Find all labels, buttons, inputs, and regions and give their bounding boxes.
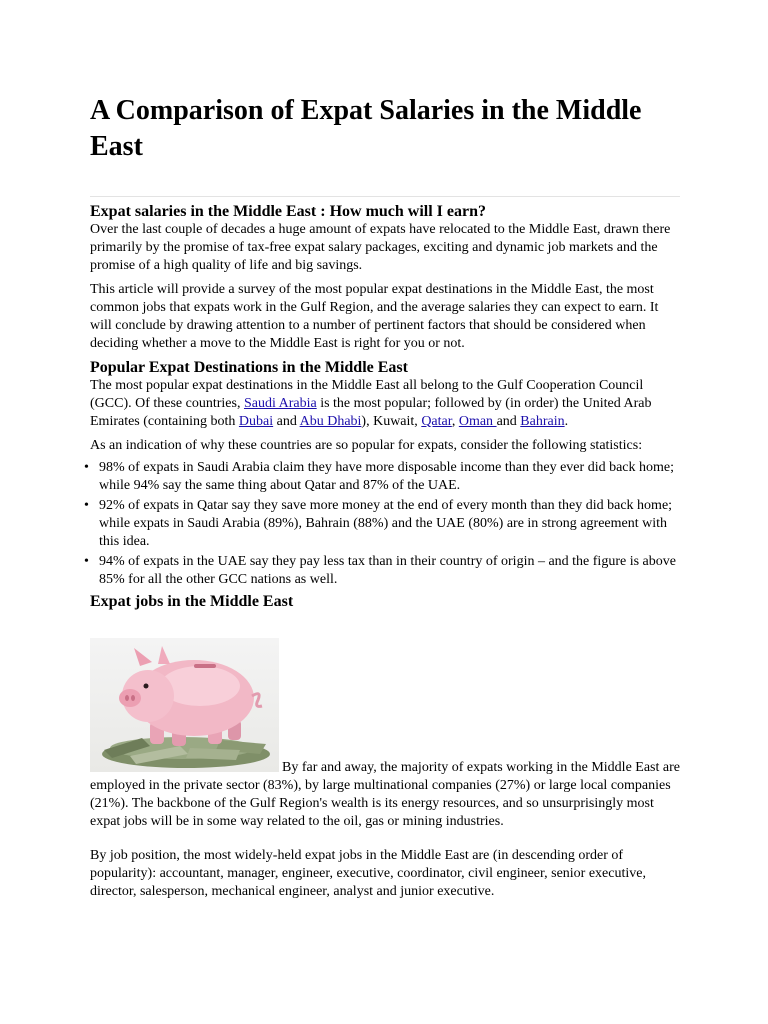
- intro-paragraph: Over the last couple of decades a huge amount of expats have relocated to the Middle East, drawn there primarily by the promise of tax-free expat salary packages, exciting and dynamic job markets and the promise of a high quality of life and big savings.: [90, 222, 671, 273]
- statistics-list: [84, 459, 680, 589]
- link-abu-dhabi[interactable]: Abu Dhabi: [299, 414, 362, 429]
- link-oman[interactable]: Oman: [458, 414, 497, 429]
- link-saudi-arabia[interactable]: Saudi Arabia: [243, 396, 317, 411]
- bullet-icon: •: [84, 554, 89, 569]
- section-heading-destinations: Popular Expat Destinations in the Middle East: [90, 359, 408, 376]
- link-dubai[interactable]: Dubai: [238, 414, 274, 429]
- piggy-bank-image: [90, 638, 279, 772]
- jobs-block: [90, 638, 680, 901]
- survey-paragraph: This article will provide a survey of the most popular expat destinations in the Middle East, the most common jobs that expats work in the Gulf Region, and the average salaries they can expect to earn. It will conclude by drawing attention to a number of pertinent factors that should be considered when deciding whether a move to the Middle East is right for you or not.: [90, 282, 659, 351]
- section-heading-jobs: Expat jobs in the Middle East: [90, 593, 294, 610]
- page-title: A Comparison of Expat Salaries in the Middle East: [90, 95, 642, 162]
- link-qatar[interactable]: Qatar: [421, 414, 452, 429]
- jobs-paragraph: By far and away, the majority of expats working in the Middle East are employed in the private sector (83%), by large multinational companies (27%) or large local companies (21%). The backbone of the Gulf Region's wealth is its energy resources, and so unsurprisingly most expat jobs will be in some way related to the oil, gas or mining industries.: [90, 760, 680, 829]
- link-bahrain[interactable]: Bahrain: [520, 414, 565, 429]
- bullet-icon: •: [84, 460, 89, 475]
- destinations-paragraph: The most popular expat destinations in the Middle East all belong to the Gulf Cooperation Council (GCC). Of these countries, Saudi Arabia is the most popular; followed by (in order) the United Arab Emirates (containing both Dubai and Abu Dhabi), Kuwait, Qatar, Oman and Bahrain.: [90, 378, 652, 429]
- list-item: • 98% of expats in Saudi Arabia claim they have more disposable income than they ever did back home; while 94% say the same thing about Qatar and 87% of the UAE.: [84, 460, 674, 493]
- job-positions-paragraph: By job position, the most widely-held expat jobs in the Middle East are (in descending order of popularity): accountant, manager, engineer, executive, coordinator, civil engineer, senior executive, director, salesperson, mechanical engineer, analyst and junior executive.: [90, 848, 646, 899]
- article-body: [84, 202, 680, 901]
- list-item: • 92% of expats in Qatar say they save more money at the end of every month than they did back home; while expats in Saudi Arabia (89%), Bahrain (88%) and the UAE (80%) are in strong agreement with this idea.: [84, 498, 673, 549]
- title-divider: [90, 196, 680, 197]
- section-heading-salaries: Expat salaries in the Middle East : How much will I earn?: [90, 203, 487, 220]
- list-item: • 94% of expats in the UAE say they pay less tax than in their country of origin – and the figure is above 85% for all the other GCC nations as well.: [84, 554, 676, 587]
- bullet-icon: •: [84, 498, 89, 513]
- statistics-intro: As an indication of why these countries are so popular for expats, consider the following statistics:: [90, 438, 643, 453]
- piggy-bank-icon: [90, 638, 279, 772]
